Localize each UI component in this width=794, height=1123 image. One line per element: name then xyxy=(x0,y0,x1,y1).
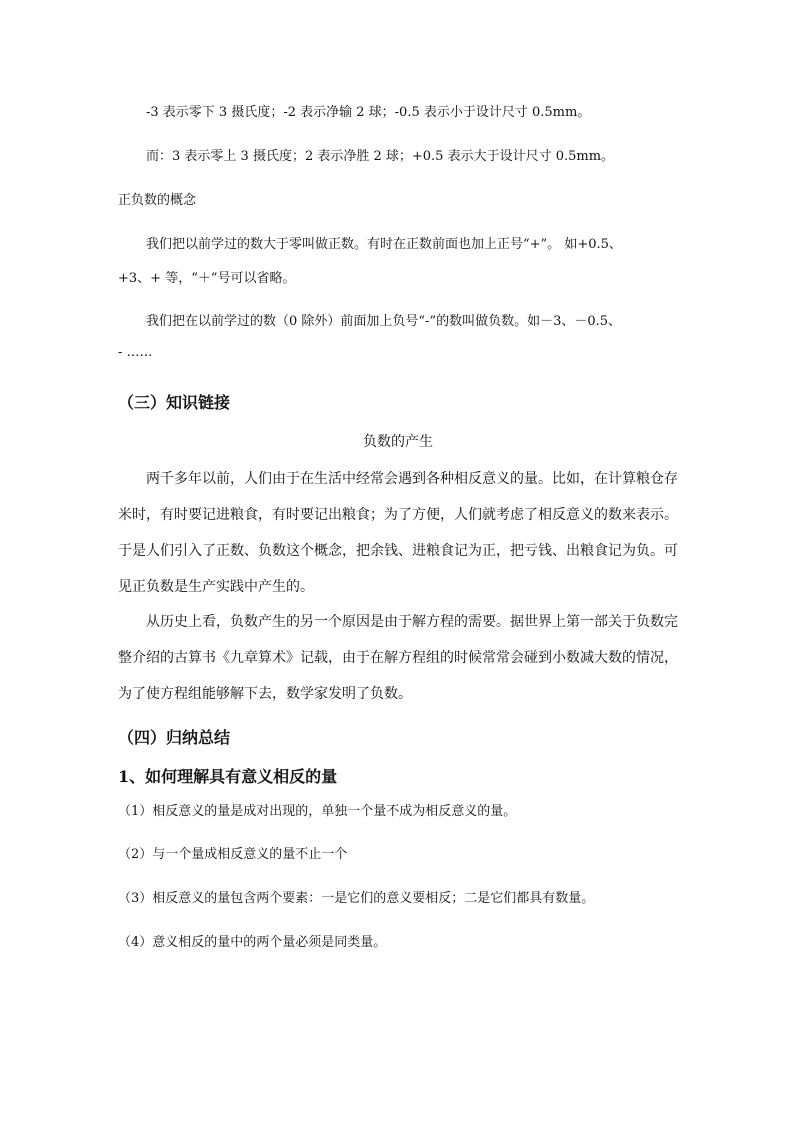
negative-definition-line-1: 我们把在以前学过的数（0 除外）前面加上负号“-”的数叫做负数。如－3、－0.5、 xyxy=(146,314,622,329)
negative-definition-line-2: - …… xyxy=(118,345,153,360)
section-heading-summary: （四）归纳总结 xyxy=(118,728,231,747)
summary-item-1: （1）相反意义的量是成对出现的，单独一个量不成为相反意义的量。 xyxy=(118,804,517,819)
positive-definition-line-2: +3、+ 等，“＋”号可以省略。 xyxy=(118,271,296,286)
summary-subheading: 1、如何理解具有意义相反的量 xyxy=(118,767,338,786)
concept-label: 正负数的概念 xyxy=(118,193,197,208)
summary-item-4: （4）意义相反的量中的两个量必须是同类量。 xyxy=(118,935,387,950)
negative-examples-line: -3 表示零下 3 摄氏度；-2 表示净输 2 球；-0.5 表示小于设计尺寸 0.5mm。 xyxy=(146,105,591,120)
section-heading-knowledge-link: （三）知识链接 xyxy=(118,393,231,412)
summary-item-2: （2）与一个量成相反意义的量不止一个 xyxy=(118,847,348,862)
article-title: 负数的产生 xyxy=(363,434,433,450)
positive-examples-line: 而：3 表示零上 3 摄氏度；2 表示净胜 2 球；+0.5 表示大于设计尺寸 0.5mm。 xyxy=(146,149,615,164)
article-paragraph-1: 两千多年以前，人们由于在生活中经常会遇到各种相反意义的量。比如，在计算粮仓存米时，有时要记进粮食，有时要记出粮食；为了方便，人们就考虑了相反意义的数来表示。于是人们引入了正数、负数这个概念，把余钱、进粮食记为正，把亏钱、出粮食记为负。可见正负数是生产实践中产生的。 xyxy=(118,471,678,595)
article-paragraph-2: 从历史上看，负数产生的另一个原因是由于解方程的需要。据世界上第一部关于负数完整介绍的古算书《九章算术》记载，由于在解方程组的时候常常会碰到小数减大数的情况，为了使方程组能够解下去，数学家发明了负数。 xyxy=(118,614,678,702)
summary-item-3: （3）相反意义的量包含两个要素：一是它们的意义要相反；二是它们都具有数量。 xyxy=(118,891,595,906)
positive-definition-line-1: 我们把以前学过的数大于零叫做正数。有时在正数前面也加上正号“+”。 如+0.5、 xyxy=(146,237,622,252)
